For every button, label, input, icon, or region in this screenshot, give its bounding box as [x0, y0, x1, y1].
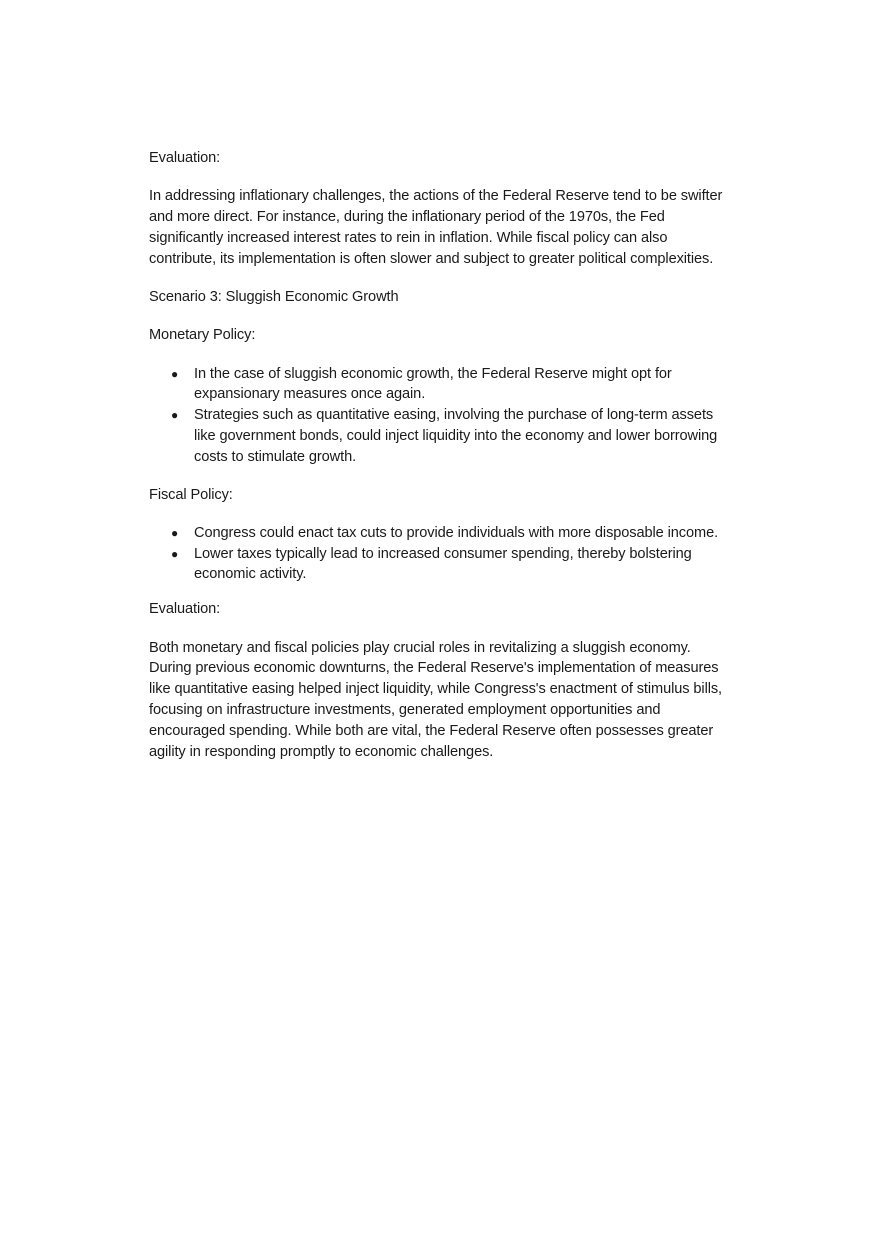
document-page	[149, 148, 729, 762]
bullet-icon: ●	[171, 525, 179, 540]
fiscal-policy-heading: Fiscal Policy:	[149, 486, 233, 503]
fiscal-policy-list	[149, 523, 729, 585]
list-item	[149, 544, 729, 586]
monetary-policy-list	[149, 364, 729, 468]
list-item-text: Strategies such as quantitative easing, involving the purchase of long-term assets like government bonds, could inject liquidity into the economy and lower borrowing costs to stimulate growth.	[194, 407, 718, 465]
list-item-text: Lower taxes typically lead to increased consumer spending, thereby bolstering economic activity.	[194, 545, 692, 583]
evaluation-paragraph-2: Both monetary and fiscal policies play crucial roles in revitalizing a sluggish economy. During previous economic downturns, the Federal Reserve's implementation of measures like quantitative easing helped inject liquidity, while Congress's enactment of stimulus bills, focusing on infrastructure investments, generated employment opportunities and encouraged spending. While both are vital, the Federal Reserve often possesses greater agility in responding promptly to economic challenges.	[149, 639, 723, 760]
bullet-icon: ●	[171, 408, 179, 423]
list-item-text: In the case of sluggish economic growth, the Federal Reserve might opt for expansionary measures once again.	[194, 365, 672, 403]
scenario-3-heading: Scenario 3: Sluggish Economic Growth	[149, 288, 399, 305]
list-item	[149, 405, 729, 467]
monetary-policy-heading: Monetary Policy:	[149, 327, 256, 344]
evaluation-paragraph-1: In addressing inflationary challenges, the actions of the Federal Reserve tend to be swifter and more direct. For instance, during the inflationary period of the 1970s, the Fed significantly increased interest rates to rein in inflation. While fiscal policy can also contribute, its implementation is often slower and subject to greater political complexities.	[149, 188, 723, 267]
evaluation-heading-2: Evaluation:	[149, 601, 221, 618]
bullet-icon: ●	[171, 546, 179, 561]
list-item	[149, 364, 729, 406]
evaluation-heading-1: Evaluation:	[149, 150, 221, 166]
bullet-icon: ●	[171, 366, 179, 381]
list-item-text: Congress could enact tax cuts to provide individuals with more disposable income.	[194, 524, 719, 541]
list-item	[149, 523, 729, 544]
